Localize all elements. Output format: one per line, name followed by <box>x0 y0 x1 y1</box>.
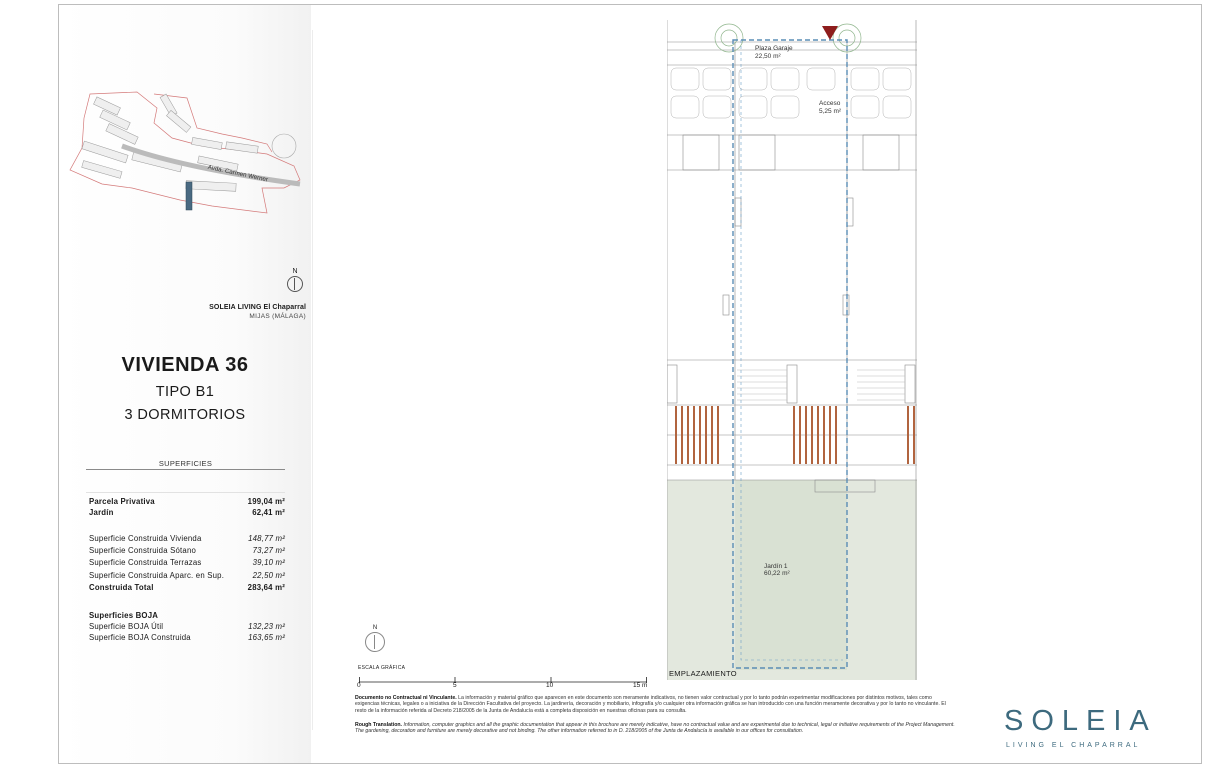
surface-label: Superficie Construida Vivienda <box>89 534 202 543</box>
garage-area: 22,50 m² <box>755 53 781 60</box>
disclaimer-en <box>355 722 955 735</box>
site-plan-drawing <box>667 20 917 680</box>
access-label: Acceso <box>819 100 841 107</box>
street-label: Avda. Carmen Werner <box>207 163 269 184</box>
unit-bedrooms: 3 DORMITORIOS <box>124 407 246 423</box>
north-label: N <box>292 268 298 275</box>
surface-label: Superficie Construida Sótano <box>89 546 197 555</box>
surfaces-rule-light <box>86 492 285 493</box>
disclaimer-en-text: Information, computer graphics and all the graphic documentation that appear in this brochure are merely indicative, have no contractual value and are experimental due to technical, legal or initiative requirements of the Project Management. The gardening, decoration and furniture are merely decorative and not binding. The other information referred to in D. 218/2005 of the Junta de Andalucía is available in our offices for consultation. <box>355 722 955 735</box>
disclaimer-en-title: Rough Translation. <box>355 722 402 728</box>
compass-icon <box>365 632 385 652</box>
surface-row <box>89 508 285 517</box>
scale-tick: 5 <box>453 682 457 689</box>
surface-label: Superficie BOJA Construida <box>89 633 191 642</box>
surface-total-row <box>89 583 285 592</box>
brand-tagline: LIVING EL CHAPARRAL <box>1006 742 1141 749</box>
scale-tick: 15 m <box>633 682 648 689</box>
surface-value: 62,41 m² <box>252 508 285 517</box>
scale-label: ESCALA GRÁFICA <box>358 665 406 671</box>
north-arrow <box>364 625 386 657</box>
garage-label: Plaza Garaje <box>755 45 793 52</box>
surface-value: 148,77 m² <box>248 534 285 543</box>
site-map <box>62 88 308 218</box>
surface-row <box>89 633 285 642</box>
north-label: N <box>372 625 378 631</box>
surface-label: Jardín <box>89 508 114 517</box>
scale-bar <box>359 677 647 683</box>
project-name: SOLEIA LIVING El Chaparral <box>209 304 306 311</box>
surface-label: Construida Total <box>89 583 154 592</box>
boja-heading: Superficies BOJA <box>89 611 159 620</box>
sidebar-divider <box>312 30 313 730</box>
surface-label: Superficie BOJA Útil <box>89 622 164 631</box>
surfaces-rule <box>86 469 285 470</box>
surface-value: 132,23 m² <box>248 622 285 631</box>
north-arrow-small <box>285 268 305 296</box>
surface-value: 73,27 m² <box>252 546 285 555</box>
garden-label: Jardín 1 <box>764 563 788 570</box>
surface-value: 283,64 m² <box>247 583 285 592</box>
access-area: 5,25 m² <box>819 108 842 115</box>
surface-row <box>89 497 285 506</box>
boja-heading-row <box>89 611 285 620</box>
surface-row <box>89 622 285 631</box>
surface-label: Parcela Privativa <box>89 497 155 506</box>
unit-type: TIPO B1 <box>155 384 215 400</box>
surface-value: 199,04 m² <box>247 497 285 506</box>
surface-row <box>89 546 285 555</box>
unit-title: VIVIENDA 36 <box>121 354 249 376</box>
surface-label: Superficie Construida Terrazas <box>89 558 202 567</box>
surface-value: 163,65 m² <box>248 633 285 642</box>
brand-logo: SOLEIA <box>1004 705 1157 737</box>
surface-label: Superficie Construida Aparc. en Sup. <box>89 571 225 580</box>
surfaces-heading: SUPERFICIES <box>158 459 213 468</box>
surface-value: 22,50 m² <box>252 571 285 580</box>
disclaimer-es <box>355 695 955 714</box>
site-label: EMPLAZAMIENTO <box>669 669 737 678</box>
compass-icon <box>287 276 303 292</box>
project-location: MIJAS (MÁLAGA) <box>249 313 306 320</box>
surface-row <box>89 534 285 543</box>
garden-area: 60,22 m² <box>764 570 790 577</box>
scale-tick: 0 <box>357 682 361 689</box>
scale-tick: 10 <box>546 682 554 689</box>
surface-value: 39,10 m² <box>252 558 285 567</box>
surface-row <box>89 558 285 567</box>
disclaimer-es-title: Documento no Contractual ni Vinculante. <box>355 695 457 701</box>
disclaimer-es-text: La información y material gráfico que aparecen en este documento son meramente indicativos, no tienen valor contractual y por lo tanto podrán experimentar modificaciones por distintos motivos, tales como exigencias técnicas, legales o a iniciativa de la Dirección Facultativa del proyecto. La jardinería, decoración y mobiliario, infografía y/o cualquier otra información gráfica se han introducido con una función meramente decorativa y por lo tanto no vinculante. El resto de la información referida al Decreto 218/2005 de la Junta de Andalucía está a completa disposición en nuestras oficinas para su consulta. <box>355 695 946 714</box>
surface-row <box>89 571 285 580</box>
